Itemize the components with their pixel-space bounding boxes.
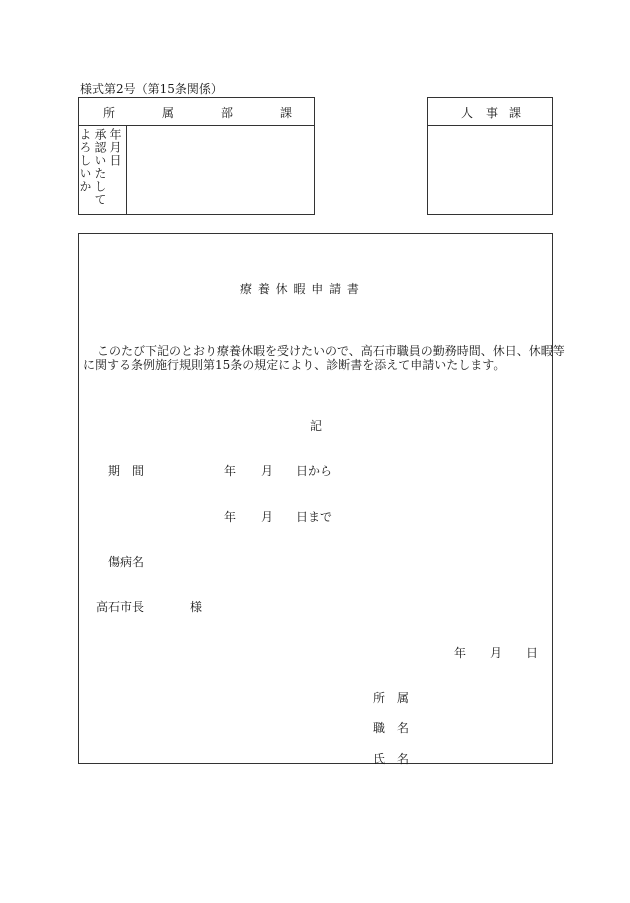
- from-month: 月: [261, 464, 274, 478]
- ki-label: 記: [310, 419, 323, 433]
- illness-label: 傷病名: [108, 555, 145, 569]
- application-form: [78, 233, 565, 766]
- header-char-1: 所: [103, 106, 116, 120]
- hr-char-1: 人: [461, 106, 474, 120]
- form-number: 様式第2号（第15条関係）: [80, 82, 223, 96]
- header-char-2: 属: [162, 106, 175, 120]
- date-day: 日: [526, 646, 539, 660]
- approval-column: [79, 125, 127, 214]
- body-line-1: このたび下記のとおり療養休暇を受けたいので、高石市職員の勤務時間、休日、休暇等: [97, 344, 565, 358]
- header-char-4: 課: [280, 106, 293, 120]
- honorific: 様: [190, 600, 203, 614]
- period-label: 期 間: [108, 464, 145, 478]
- affiliation-header: [79, 98, 314, 126]
- date-month: 月: [490, 646, 503, 660]
- to-day: 日まで: [296, 510, 333, 524]
- to-year: 年: [224, 510, 237, 524]
- approval-date-label: 年月日: [108, 128, 122, 167]
- affiliation-box: [78, 97, 315, 215]
- document-title: 療 養 休 暇 申 請 書: [240, 282, 360, 296]
- approval-question: よろしいか: [78, 128, 92, 193]
- header-char-3: 部: [221, 106, 234, 120]
- addressee: 高石市長: [96, 600, 145, 614]
- position-label: 職 名: [373, 721, 410, 735]
- from-day: 日から: [296, 464, 333, 478]
- hr-header: [428, 98, 552, 126]
- from-year: 年: [224, 464, 237, 478]
- hr-char-2: 事: [486, 106, 499, 120]
- to-month: 月: [261, 510, 274, 524]
- body-line-2: に関する条例施行規則第15条の規定により、診断書を添えて申請いたします。: [83, 358, 506, 372]
- approval-text: 承認いたして: [93, 128, 107, 206]
- name-label: 氏 名: [373, 752, 410, 766]
- hr-box: [427, 97, 553, 215]
- date-year: 年: [454, 646, 467, 660]
- hr-char-3: 課: [509, 106, 522, 120]
- affiliation-label: 所 属: [373, 691, 410, 705]
